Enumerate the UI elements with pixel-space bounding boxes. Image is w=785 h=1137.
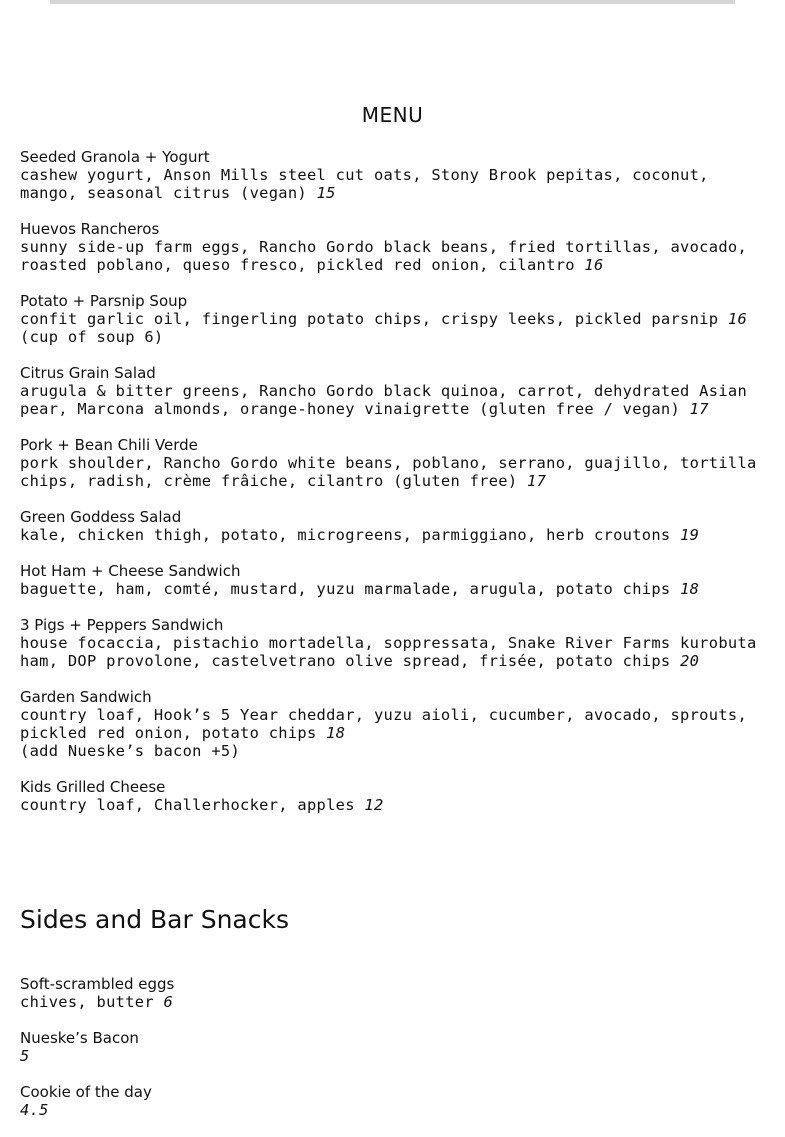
item-name: Nueske’s Bacon	[20, 1029, 139, 1047]
item-name: Potato + Parsnip Soup	[20, 292, 188, 310]
item-description	[20, 634, 775, 670]
item-description-text: chives, butter	[20, 993, 154, 1011]
item-name: Huevos Rancheros	[20, 220, 160, 238]
item-price: 6	[163, 993, 174, 1011]
menu-title: MENU	[361, 103, 424, 127]
item-name: Garden Sandwich	[20, 688, 152, 706]
item-price: 17	[527, 472, 547, 490]
item-name: Hot Ham + Cheese Sandwich	[20, 562, 241, 580]
item-price: 4.5	[20, 1101, 49, 1119]
item-description	[20, 580, 775, 598]
menu-item	[20, 508, 775, 544]
menu-item	[20, 562, 775, 598]
item-name: Citrus Grain Salad	[20, 364, 156, 382]
menu-item	[20, 292, 775, 346]
item-description	[20, 706, 775, 742]
item-description	[20, 238, 775, 274]
item-note: (add Nueske’s bacon +5)	[20, 742, 241, 760]
side-item	[20, 1083, 775, 1119]
menu-item	[20, 364, 775, 418]
menu-item	[20, 778, 775, 814]
item-price: 16	[584, 256, 604, 274]
item-description-text: arugula & bitter greens, Rancho Gordo black quinoa, carrot, dehydrated Asian pear, Marcona almonds, orange-honey vinaigrette (gluten free / vegan)	[20, 382, 748, 418]
item-description	[20, 993, 775, 1011]
menu-item	[20, 220, 775, 274]
item-price: 20	[680, 652, 700, 670]
top-divider	[50, 0, 735, 4]
item-price: 15	[316, 184, 336, 202]
item-description-text: country loaf, Challerhocker, apples	[20, 796, 355, 814]
menu-item	[20, 616, 775, 670]
item-description-text: cashew yogurt, Anson Mills steel cut oats, Stony Brook pepitas, coconut, mango, seasonal citrus (vegan)	[20, 166, 709, 202]
item-price: 16	[727, 310, 748, 328]
item-description	[20, 1101, 775, 1119]
item-name: Soft-scrambled eggs	[20, 975, 175, 993]
item-name: Green Goddess Salad	[20, 508, 182, 526]
item-description	[20, 310, 775, 328]
sides-heading: Sides and Bar Snacks	[20, 905, 289, 934]
menu-items-list	[20, 148, 775, 832]
item-name: Seeded Granola + Yogurt	[20, 148, 210, 166]
item-price: 18	[326, 724, 346, 742]
item-description-text: pork shoulder, Rancho Gordo white beans, poblano, serrano, guajillo, tortilla chips, radish, crème frâiche, cilantro (gluten free)	[20, 454, 757, 490]
sides-list	[20, 975, 775, 1137]
item-price: 18	[680, 580, 700, 598]
item-price: 17	[689, 400, 709, 418]
menu-item	[20, 148, 775, 202]
item-description-text: country loaf, Hook’s 5 Year cheddar, yuzu aioli, cucumber, avocado, sprouts, pickled red onion, potato chips	[20, 706, 748, 742]
menu-item	[20, 688, 775, 760]
item-name: Cookie of the day	[20, 1083, 152, 1101]
side-item	[20, 1029, 775, 1065]
item-description	[20, 1047, 775, 1065]
item-name: 3 Pigs + Peppers Sandwich	[20, 616, 224, 634]
side-item	[20, 975, 775, 1011]
item-description	[20, 382, 775, 418]
item-description-text: house focaccia, pistachio mortadella, soppressata, Snake River Farms kurobuta ham, DOP provolone, castelvetrano olive spread, frisée, potato chips	[20, 634, 757, 670]
item-name: Pork + Bean Chili Verde	[20, 436, 198, 454]
item-description	[20, 526, 775, 544]
item-note: (cup of soup 6)	[20, 328, 164, 346]
item-description-text: sunny side-up farm eggs, Rancho Gordo black beans, fried tortillas, avocado, roasted poblano, queso fresco, pickled red onion, cilantro	[20, 238, 748, 274]
item-name: Kids Grilled Cheese	[20, 778, 166, 796]
menu-item	[20, 436, 775, 490]
item-description-text: kale, chicken thigh, potato, microgreens, parmiggiano, herb croutons	[20, 526, 671, 544]
item-price: 5	[20, 1047, 30, 1065]
item-description-text: confit garlic oil, fingerling potato chips, crispy leeks, pickled parsnip	[20, 310, 719, 328]
item-description	[20, 796, 775, 814]
item-price: 12	[364, 796, 384, 814]
item-description	[20, 166, 775, 202]
item-price: 19	[680, 526, 700, 544]
item-description-text: baguette, ham, comté, mustard, yuzu marmalade, arugula, potato chips	[20, 580, 671, 598]
item-description	[20, 454, 775, 490]
